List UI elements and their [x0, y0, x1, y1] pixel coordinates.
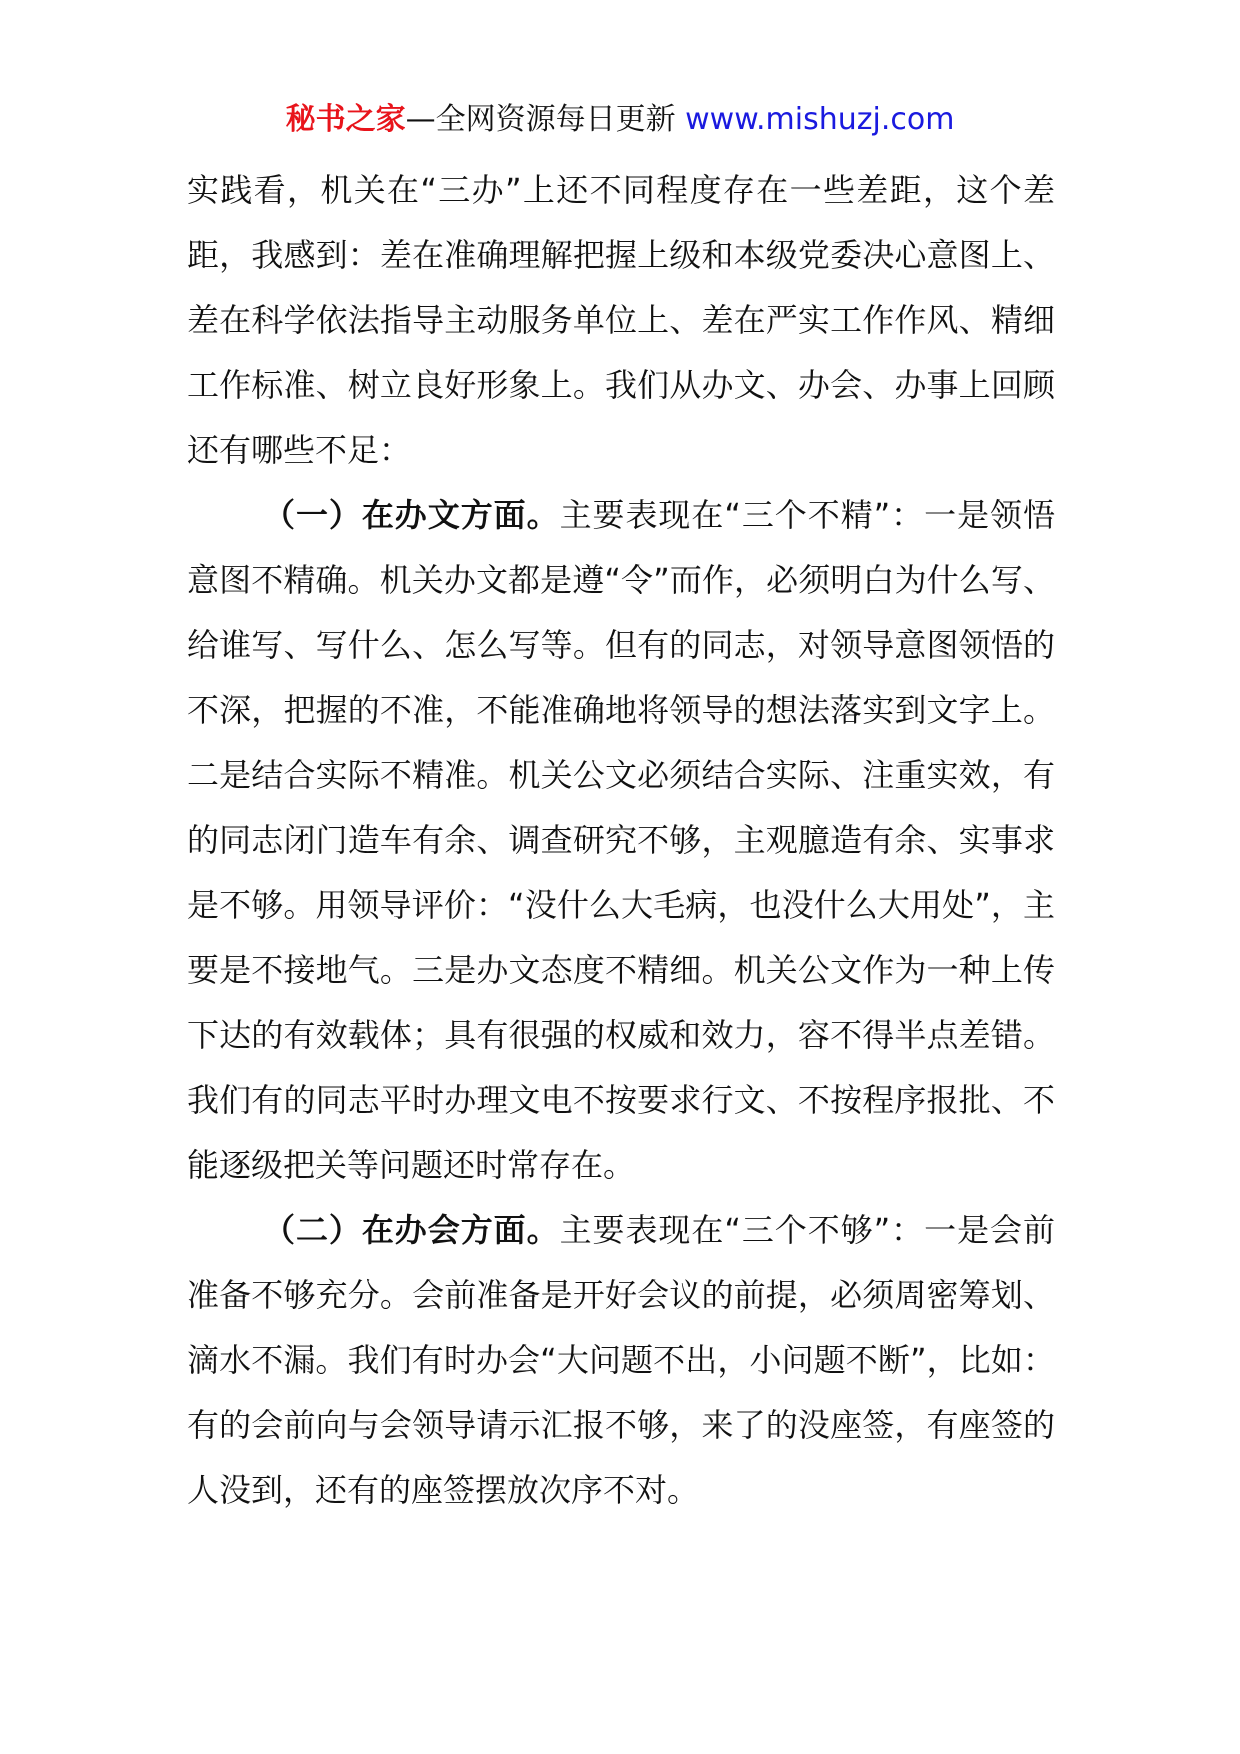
paragraph-text: 主要表现在“三个不精”：一是领悟意图不精确。机关办文都是遵“令”而作，必须明白为什么写、给谁写、写什么、怎么写等。但有的同志，对领导意图领悟的不深，把握的不准，不能准确地将领导的想法落实到文字上。二是结合实际不精准。机关公文必须结合实际、注重实效，有的同志闭门造车有余、调查研究不够，主观臆造有余、实事求是不够。用领导评价：“没什么大毛病，也没什么大用处”，主要是不接地气。三是办文态度不精细。机关公文作为一种上传下达的有效载体；具有很强的权威和效力，容不得半点差错。我们有的同志平时办理文电不按要求行文、不按程序报批、不能逐级把关等问题还时常存在。 — [187, 496, 1055, 1184]
site-tagline: —全网资源每日更新 — [405, 102, 686, 137]
paragraph-text: 实践看，机关在“三办”上还不同程度存在一些差距，这个差距，我感到：差在准确理解把握上级和本级党委决心意图上、差在科学依法指导主动服务单位上、差在严实工作作风、精细工作标准、树立良好形象上。我们从办文、办会、办事上回顾还有哪些不足： — [187, 171, 1055, 469]
site-brand: 秘书之家 — [285, 102, 406, 137]
paragraph-meeting-handling — [187, 1198, 1055, 1523]
paragraph-text: 主要表现在“三个不够”：一是会前准备不够充分。会前准备是开好会议的前提，必须周密筹划、滴水不漏。我们有时办会“大问题不出，小问题不断”，比如：有的会前向与会领导请示汇报不够，来了的没座签，有座签的人没到，还有的座签摆放次序不对。 — [187, 1211, 1055, 1509]
section-heading: （二）在办会方面。 — [263, 1211, 560, 1249]
document-body — [187, 158, 1055, 1523]
paragraph-document-handling — [187, 483, 1055, 1198]
site-header — [0, 98, 1240, 142]
paragraph-intro — [187, 158, 1055, 483]
section-heading: （一）在办文方面。 — [263, 496, 560, 534]
site-url-link[interactable]: www.mishuzj.com — [685, 102, 955, 137]
